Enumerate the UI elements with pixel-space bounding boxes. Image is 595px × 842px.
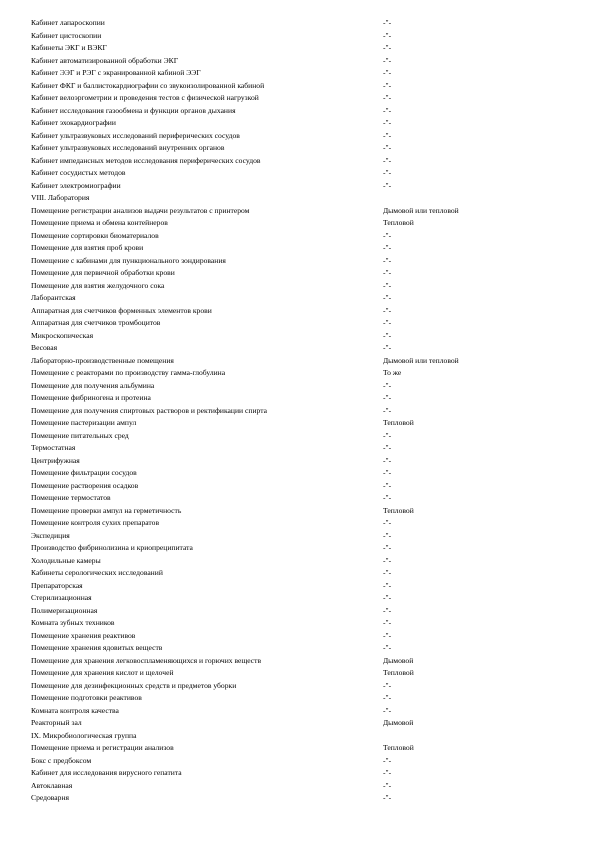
table-row <box>31 430 571 443</box>
table-row <box>31 292 571 305</box>
table-row <box>31 205 571 218</box>
room-name: Кабинет сосудистых методов <box>31 168 126 177</box>
section-heading-row <box>31 730 571 743</box>
table-row <box>31 442 571 455</box>
table-row <box>31 467 571 480</box>
detector-type: -"- <box>383 543 392 552</box>
table-row <box>31 30 571 43</box>
detector-type: -"- <box>383 780 392 790</box>
detector-type: -"- <box>383 293 392 302</box>
detector-type: Тепловой <box>383 505 414 515</box>
detector-type: -"- <box>383 143 392 152</box>
table-row <box>31 117 571 130</box>
room-name: Кабинет исследования газообмена и функции органов дыхания <box>31 105 236 115</box>
table-row <box>31 567 571 580</box>
detector-type: -"- <box>383 530 392 540</box>
table-row <box>31 355 571 368</box>
room-name: Кабинет ультразвуковых исследований внутренних органов <box>31 143 225 152</box>
room-name: Помещение приема и обмена контейнеров <box>31 218 168 227</box>
detector-type: -"- <box>383 693 392 702</box>
room-name: Кабинет лапароскопии <box>31 18 105 27</box>
table-row <box>31 742 571 755</box>
detector-type: -"- <box>383 518 392 527</box>
room-name: Кабинет импедансных методов исследования периферических сосудов <box>31 155 261 165</box>
detector-type: -"- <box>383 468 392 477</box>
detector-type: -"- <box>383 568 392 577</box>
room-name: Помещение с кабинами для пункционального зондирования <box>31 255 226 265</box>
room-name: Помещение контроля сухих препаратов <box>31 518 160 527</box>
table-row <box>31 705 571 718</box>
room-name: Кабинет автоматизированной обработки ЭКГ <box>31 55 179 65</box>
room-name: Средоварня <box>31 793 70 802</box>
detector-type: Тепловой <box>383 418 414 427</box>
table-row <box>31 80 571 93</box>
room-name: Помещение пастеризации ампул <box>31 418 137 427</box>
table-row <box>31 780 571 793</box>
detector-type: -"- <box>383 768 392 777</box>
table-row <box>31 542 571 555</box>
table-row <box>31 417 571 430</box>
table-row <box>31 267 571 280</box>
detector-type: -"- <box>383 68 392 77</box>
detector-type: -"- <box>383 593 392 602</box>
room-name: Помещение проверки ампул на герметичность <box>31 505 182 515</box>
room-name: Микроскопическая <box>31 330 94 340</box>
detector-type: -"- <box>383 480 392 490</box>
table-row <box>31 305 571 318</box>
table-row <box>31 505 571 518</box>
room-name: Центрифужная <box>31 455 80 465</box>
table-row <box>31 580 571 593</box>
detector-type: -"- <box>383 705 392 715</box>
room-name: Бокс с предбоксом <box>31 755 92 765</box>
room-name: Комната зубных техников <box>31 618 115 627</box>
detector-type: -"- <box>383 305 392 315</box>
table-row <box>31 755 571 768</box>
table-row <box>31 180 571 193</box>
detector-type: -"- <box>383 255 392 265</box>
detector-type: Дымовой или тепловой <box>383 355 459 365</box>
detector-type: -"- <box>383 443 392 452</box>
detector-type: -"- <box>383 555 392 565</box>
detector-type: То же <box>383 368 402 377</box>
table-row <box>31 555 571 568</box>
table-row <box>31 130 571 143</box>
detector-type: -"- <box>383 268 392 277</box>
room-name: Кабинет для исследования вирусного гепатита <box>31 768 182 777</box>
table-row <box>31 667 571 680</box>
detector-type: -"- <box>383 43 392 52</box>
room-name: Помещение хранения реактивов <box>31 630 136 640</box>
table-row <box>31 717 571 730</box>
detector-type: -"- <box>383 343 392 352</box>
detector-type: -"- <box>383 643 392 652</box>
room-name: Помещение для получения спиртовых растворов и ректификации спирта <box>31 405 267 415</box>
table-row <box>31 330 571 343</box>
room-name: Аппаратная для счетчиков тромбоцитов <box>31 318 161 327</box>
section-heading: VIII. Лаборатория <box>31 193 90 202</box>
detector-type: -"- <box>383 80 392 90</box>
room-name: Кабинет цистоскопии <box>31 30 102 40</box>
table-row <box>31 42 571 55</box>
table-row <box>31 17 571 30</box>
table-row <box>31 630 571 643</box>
detector-type: -"- <box>383 793 392 802</box>
room-name: Помещение сортировки биоматериалов <box>31 230 159 240</box>
detector-type: Дымовой <box>383 718 414 727</box>
table-row <box>31 517 571 530</box>
room-name: Помещение с реакторами по производству гамма-глобулина <box>31 368 226 377</box>
detector-type: Тепловой <box>383 218 414 227</box>
room-name: Комната контроля качества <box>31 705 119 715</box>
detector-type: -"- <box>383 93 392 102</box>
room-name: Помещение хранения ядовитых веществ <box>31 643 163 652</box>
detector-type: -"- <box>383 405 392 415</box>
table-row <box>31 230 571 243</box>
room-name: Аппаратная для счетчиков форменных элементов крови <box>31 305 212 315</box>
room-detector-list <box>31 17 571 805</box>
table-row <box>31 167 571 180</box>
room-name: Помещение фибриногена и протеина <box>31 393 151 402</box>
room-name: Производство фибринолизина и криопреципитата <box>31 543 193 552</box>
detector-type: -"- <box>383 755 392 765</box>
detector-type: -"- <box>383 118 392 127</box>
room-name: Стерилизационная <box>31 593 92 602</box>
room-name: Помещение подготовки реактивов <box>31 693 142 702</box>
table-row <box>31 242 571 255</box>
detector-type: Дымовой <box>383 655 414 665</box>
detector-type: -"- <box>383 280 392 290</box>
room-name: Помещение для хранения кислот и щелочей <box>31 668 174 677</box>
room-name: Автоклавная <box>31 780 73 790</box>
room-name: Помещение для взятия проб крови <box>31 243 144 252</box>
table-row <box>31 142 571 155</box>
room-name: Полимеризационная <box>31 605 98 615</box>
detector-type: -"- <box>383 430 392 440</box>
room-name: Кабинет эхокардиографии <box>31 118 116 127</box>
table-row <box>31 155 571 168</box>
detector-type: Тепловой <box>383 743 414 752</box>
room-name: Кабинеты серологических исследований <box>31 568 163 577</box>
table-row <box>31 617 571 630</box>
room-name: Термостатная <box>31 443 76 452</box>
room-name: Помещение для хранения легковоспламеняющихся и горючих веществ <box>31 655 262 665</box>
room-name: Экспедиция <box>31 530 70 540</box>
detector-type: -"- <box>383 580 392 590</box>
table-row <box>31 592 571 605</box>
table-row <box>31 367 571 380</box>
table-row <box>31 605 571 618</box>
table-row <box>31 767 571 780</box>
detector-type: -"- <box>383 318 392 327</box>
room-name: Реакторный зал <box>31 718 82 727</box>
room-name: Помещение приема и регистрации анализов <box>31 743 174 752</box>
table-row <box>31 480 571 493</box>
table-row <box>31 55 571 68</box>
room-name: Холодильные камеры <box>31 555 101 565</box>
detector-type: -"- <box>383 230 392 240</box>
room-name: Помещение регистрации анализов выдачи результатов с принтером <box>31 205 250 215</box>
room-name: Помещение для дезинфекционных средств и предметов уборки <box>31 680 237 690</box>
detector-type: -"- <box>383 680 392 690</box>
table-row <box>31 392 571 405</box>
room-name: Помещение питательных сред <box>31 430 129 440</box>
table-row <box>31 255 571 268</box>
table-row <box>31 380 571 393</box>
detector-type: -"- <box>383 618 392 627</box>
table-row <box>31 792 571 805</box>
section-heading-row <box>31 192 571 205</box>
room-name: Помещение термостатов <box>31 493 111 502</box>
room-name: Кабинет ЭЭГ и РЭГ с экранированной кабиной ЭЭГ <box>31 68 201 77</box>
detector-type: -"- <box>383 55 392 65</box>
detector-type: -"- <box>383 155 392 165</box>
room-name: Кабинет ФКГ и баллистокардиографии со звукоизолированной кабиной <box>31 80 265 90</box>
detector-type: -"- <box>383 330 392 340</box>
detector-type: -"- <box>383 243 392 252</box>
detector-type: -"- <box>383 605 392 615</box>
table-row <box>31 92 571 105</box>
room-name: Кабинет электромиографии <box>31 180 121 190</box>
table-row <box>31 642 571 655</box>
detector-type: Тепловой <box>383 668 414 677</box>
table-row <box>31 655 571 668</box>
room-name: Помещение для получения альбумина <box>31 380 155 390</box>
table-row <box>31 530 571 543</box>
detector-type: -"- <box>383 180 392 190</box>
room-name: Лаборантская <box>31 293 76 302</box>
room-name: Весовая <box>31 343 58 352</box>
detector-type: -"- <box>383 393 392 402</box>
room-name: Лабораторно-производственные помещения <box>31 355 174 365</box>
table-row <box>31 680 571 693</box>
table-row <box>31 105 571 118</box>
section-heading: IX. Микробиологическая группа <box>31 730 137 740</box>
room-name: Помещение для взятия желудочного сока <box>31 280 165 290</box>
detector-type: -"- <box>383 380 392 390</box>
table-row <box>31 217 571 230</box>
detector-type: Дымовой или тепловой <box>383 205 459 215</box>
detector-type: -"- <box>383 168 392 177</box>
room-name: Кабинеты ЭКГ и ВЭКГ <box>31 43 107 52</box>
detector-type: -"- <box>383 630 392 640</box>
detector-type: -"- <box>383 30 392 40</box>
room-name: Препараторская <box>31 580 83 590</box>
room-name: Помещение растворения осадков <box>31 480 139 490</box>
detector-type: -"- <box>383 18 392 27</box>
detector-type: -"- <box>383 455 392 465</box>
table-row <box>31 317 571 330</box>
table-row <box>31 492 571 505</box>
table-row <box>31 280 571 293</box>
room-name: Помещение фильтрации сосудов <box>31 468 137 477</box>
detector-type: -"- <box>383 105 392 115</box>
table-row <box>31 342 571 355</box>
detector-type: -"- <box>383 130 392 140</box>
table-row <box>31 455 571 468</box>
room-name: Кабинет ультразвуковых исследований периферических сосудов <box>31 130 240 140</box>
detector-type: -"- <box>383 493 392 502</box>
room-name: Помещение для первичной обработки крови <box>31 268 175 277</box>
table-row <box>31 692 571 705</box>
table-row <box>31 405 571 418</box>
room-name: Кабинет велоэргометрии и проведения тестов с физической нагрузкой <box>31 93 259 102</box>
table-row <box>31 67 571 80</box>
